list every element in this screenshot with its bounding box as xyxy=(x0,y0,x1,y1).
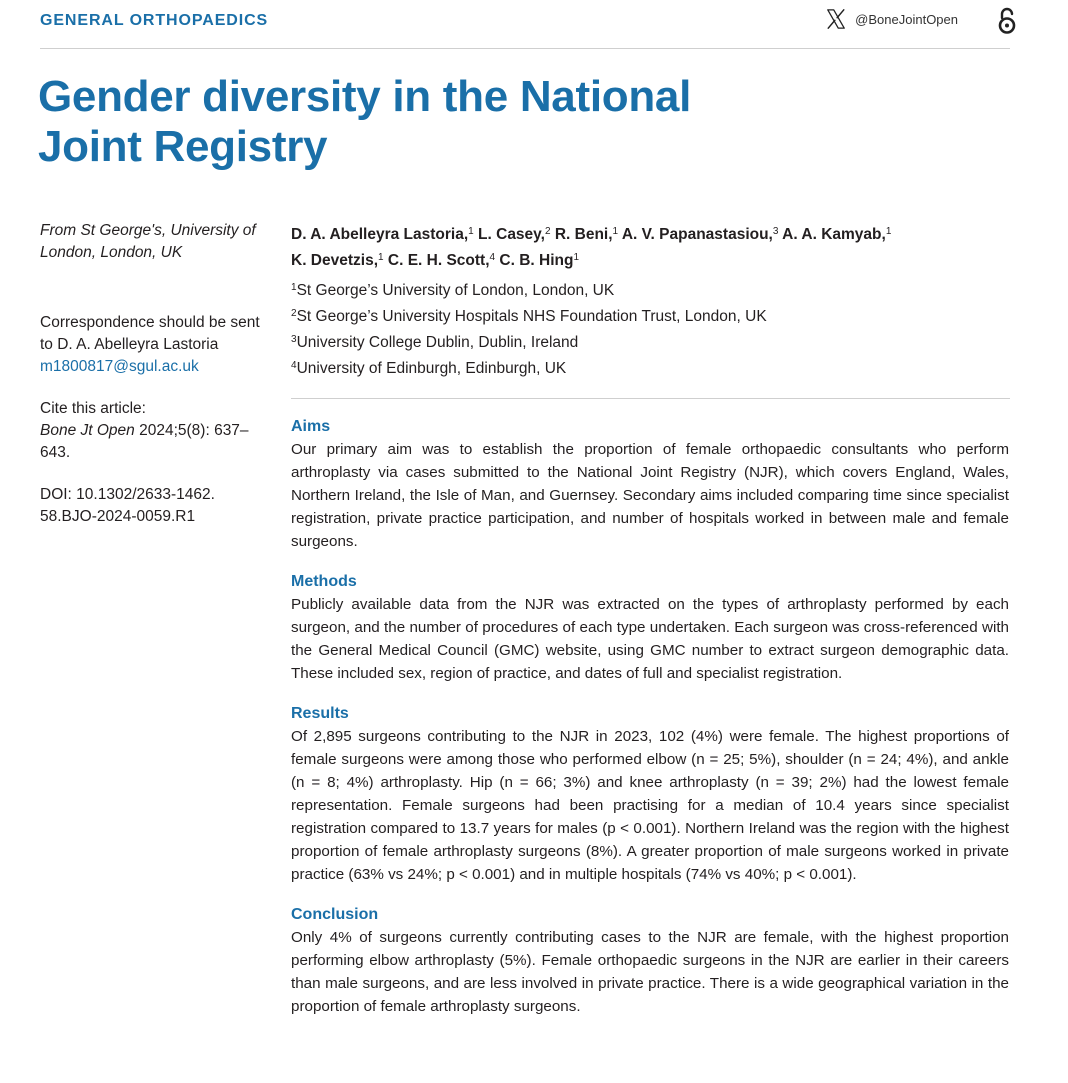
conclusion-heading: Conclusion xyxy=(291,906,379,923)
affiliation-text: St George’s University of London, London, UK xyxy=(296,282,615,299)
results-text: Of 2,895 surgeons contributing to the NJR in 2023, 102 (4%) were female. The highest proportions of female surgeons were among those who performed elbow (n = 25; 5%), shoulder (n = 24; 4%), and ankle (n = 8; 4%) arthroplasty. Hip (n = 66; 3%) and knee arthroplasty (n = 39; 2%) had the lowest female representation. Female surgeons had been practising for a median of 10.4 years since specialist registration compared to 13.7 years for males (p < 0.001). Northern Ireland was the region with the highest proportion of female arthroplasty surgeons (8%). A greater proportion of male surgeons worked in private practice (63% vs 24%; p < 0.001) and in multiple hospitals (74% vs 40%; p < 0.001). xyxy=(291,728,1009,883)
author-affiliation-mark: 3 xyxy=(772,226,779,237)
abstract-results xyxy=(291,702,1009,886)
abstract-methods xyxy=(291,570,1009,685)
methods-text: Publicly available data from the NJR was extracted on the types of arthroplasty performed by each surgeon, and the number of procedures of each type undertaken. Each surgeon was cross-referenced with the General Medical Council (GMC) website, using GMC number to extract surgeon demographic data. These included sex, region of practice, and dates of full and specialist registration. xyxy=(291,596,1009,682)
affiliation-item xyxy=(291,328,1011,354)
author: A. V. Papanastasiou, xyxy=(618,226,773,243)
author: L. Casey, xyxy=(473,226,545,243)
article-title xyxy=(38,72,758,172)
section-label: GENERAL ORTHOPAEDICS xyxy=(40,12,269,29)
correspondence-note: Correspondence should be sent to D. A. Abelleyra Lastoria xyxy=(40,314,260,353)
correspondence-email-link[interactable]: m1800817@sgul.ac.uk xyxy=(40,358,199,375)
institution-note: From St George's, University of London, London, UK xyxy=(40,222,256,261)
results-heading: Results xyxy=(291,705,349,722)
social-handle[interactable]: @BoneJointOpen xyxy=(855,11,958,27)
citation xyxy=(40,420,262,464)
author: R. Beni, xyxy=(550,226,613,243)
author-affiliation-mark: 2 xyxy=(544,226,551,237)
open-access-icon xyxy=(996,7,1018,35)
author-affiliation-mark: 4 xyxy=(489,252,496,263)
header-divider xyxy=(40,48,1010,49)
cite-reference: 2024;5(8): 637–643. xyxy=(40,422,249,461)
affiliation-number: 1 xyxy=(291,282,297,293)
author-affiliation-mark: 1 xyxy=(378,252,384,263)
affiliation-text: St George’s University Hospitals NHS Foundation Trust, London, UK xyxy=(296,308,767,325)
social-handle-group[interactable] xyxy=(825,8,958,30)
abstract-aims xyxy=(291,415,1009,553)
author: A. A. Kamyab, xyxy=(778,226,886,243)
author-affiliation-mark: 1 xyxy=(885,226,892,237)
author: C. E. H. Scott, xyxy=(383,252,490,269)
doi-line-1: DOI: 10.1302/2633-1462. xyxy=(40,486,215,503)
affiliation-number: 4 xyxy=(291,360,297,371)
abstract-conclusion xyxy=(291,903,1009,1018)
aims-heading: Aims xyxy=(291,418,331,435)
cite-journal: Bone Jt Open xyxy=(40,422,135,439)
x-logo-icon xyxy=(825,8,847,30)
doi xyxy=(40,484,262,528)
author: C. B. Hing xyxy=(495,252,574,269)
aims-text: Our primary aim was to establish the proportion of female orthopaedic consultants who perform arthroplasty via cases submitted to the National Joint Registry (NJR), which covers England, Wales, Northern Ireland, the Isle of Man, and Guernsey. Secondary aims included comparing time since specialist registration, private practice participation, and number of hospitals worked in between male and female surgeons. xyxy=(291,441,1009,550)
affiliation-item xyxy=(291,354,1011,380)
methods-heading: Methods xyxy=(291,573,357,590)
article-sidebar xyxy=(40,220,262,528)
affiliation-list xyxy=(291,276,1011,380)
author-affiliation-mark: 1 xyxy=(468,226,474,237)
author: D. A. Abelleyra Lastoria, xyxy=(291,226,469,243)
affiliation-number: 3 xyxy=(291,334,297,345)
author-list xyxy=(291,220,1011,272)
author-affiliation-mark: 1 xyxy=(612,226,619,237)
abstract-divider xyxy=(291,398,1010,399)
author: K. Devetzis, xyxy=(291,252,379,269)
author-affiliation-mark: 1 xyxy=(573,252,579,263)
conclusion-text: Only 4% of surgeons currently contributing cases to the NJR are female, with the highest proportion performing elbow arthroplasty (5%). Female orthopaedic surgeons in the NJR are earlier in their careers than male surgeons, and are less involved in private practice. There is a wide geographical variation in the proportion of female arthroplasty surgeons. xyxy=(291,929,1009,1015)
article-title-line-2: Joint Registry xyxy=(38,122,328,171)
cite-label: Cite this article: xyxy=(40,400,146,417)
doi-line-2: 58.BJO-2024-0059.R1 xyxy=(40,508,196,525)
article-title-line-1: Gender diversity in the National xyxy=(38,72,691,121)
affiliation-item xyxy=(291,302,1011,328)
abstract xyxy=(291,415,1009,1035)
affiliation-item xyxy=(291,276,1011,302)
affiliation-text: University College Dublin, Dublin, Ireland xyxy=(296,334,579,351)
affiliation-text: University of Edinburgh, Edinburgh, UK xyxy=(296,360,567,377)
affiliation-number: 2 xyxy=(291,308,297,319)
